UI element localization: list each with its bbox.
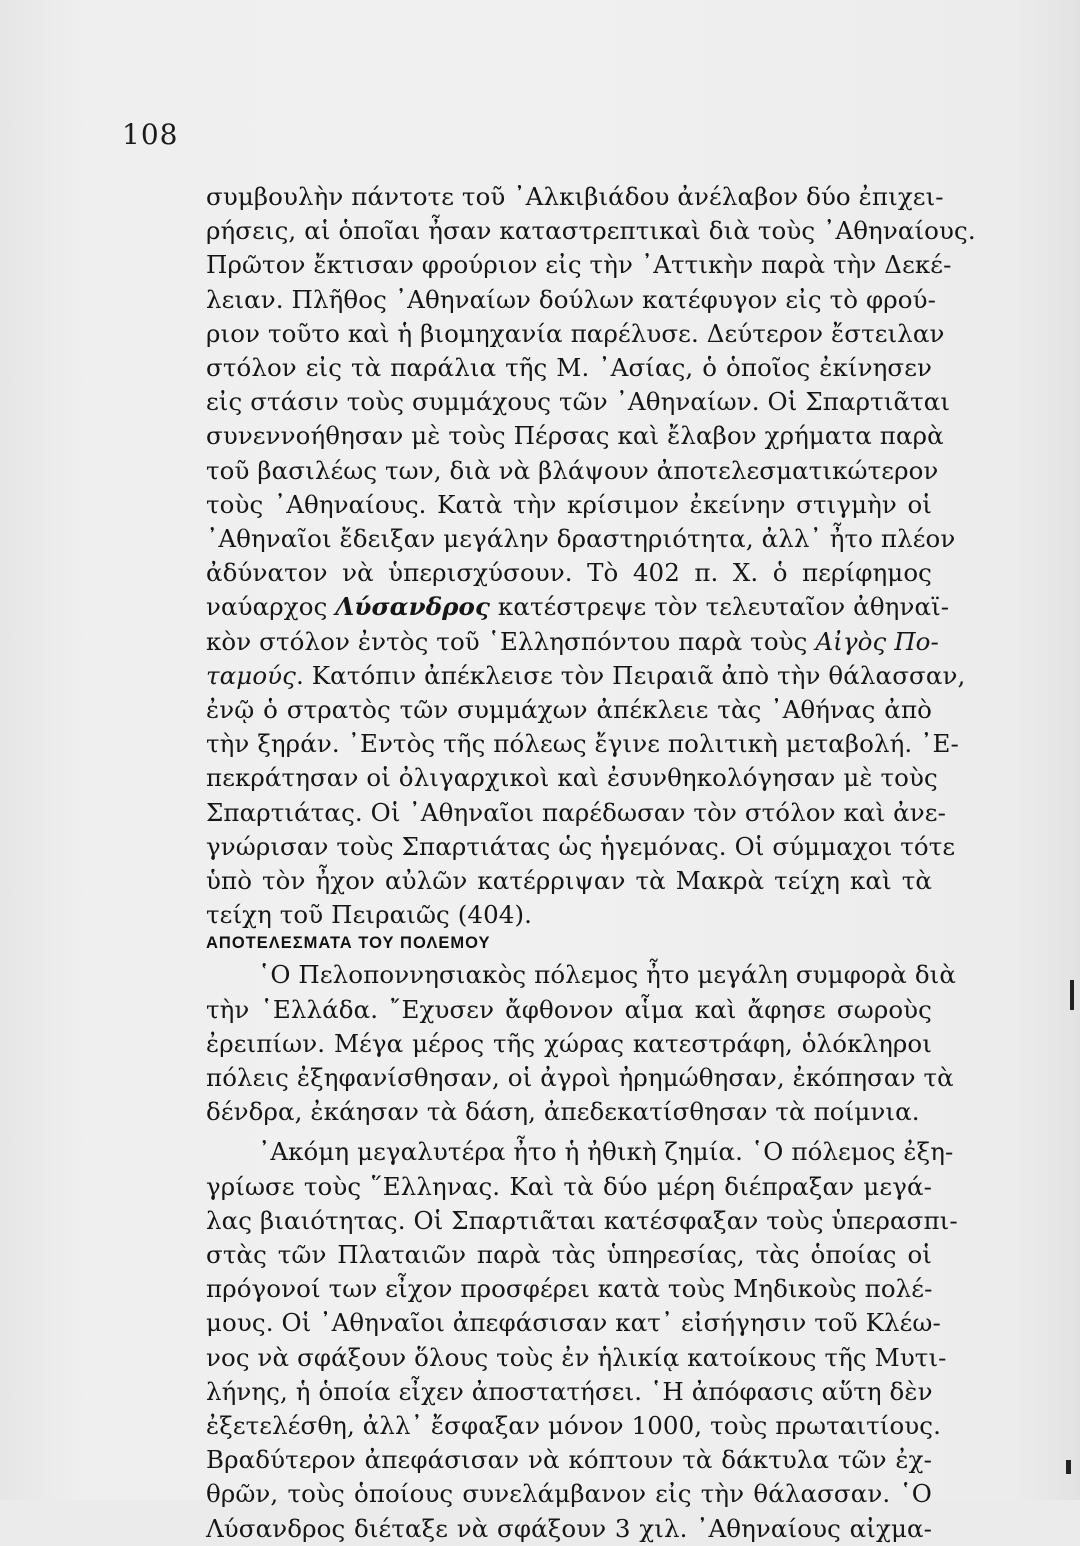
text-line: πρόγονοί των εἶχον προσφέρει κατὰ τοὺς Μηδικοὺς πολέ- [206,1274,933,1303]
text-line: δένδρα, ἐκάησαν τὰ δάση, ἀπεδεκατίσθησαν τὰ ποίμνια. [206,1097,920,1126]
text-line: γνώρισαν τοὺς Σπαρτιάτας ὡς ἡγεμόνας. Οἱ σύμμαχοι τότε [206,832,956,861]
text-line: τοὺς ᾿Αθηναίους. Κατὰ τὴν κρίσιμον ἐκείνην στιγμὴν οἱ [206,490,932,519]
text-line: ὑπὸ τὸν ἦχον αὐλῶν κατέρριψαν τὰ Μακρὰ τείχη καὶ τὰ [206,866,932,895]
highlighted-name: Λύσανδρος [335,592,491,621]
text-line: στὰς τῶν Πλαταιῶν παρὰ τὰς ὑπηρεσίας, τὰς ὁποίας οἱ [206,1240,932,1269]
text-fragment: ναύαρχος [206,592,328,621]
text-fragment: . Κατόπιν ἀπέκλεισε τὸν Πειραιᾶ ἀπὸ τὴν θάλασσαν, [296,661,966,690]
text-line: λειαν. Πλῆθος ᾿Αθηναίων δούλων κατέφυγον εἰς τὸ φρού- [206,285,936,314]
text-line: συμβουλὴν πάντοτε τοῦ ᾿Αλκιβιάδου ἀνέλαβον δύο ἐπιχει- [206,182,944,211]
text-line: Βραδύτερον ἀπεφάσισαν νὰ κόπτουν τὰ δάκτυλα τῶν ἐχ- [206,1445,932,1474]
text-line [206,625,939,659]
text-line: ᾿Ακόμη μεγαλυτέρα ἦτο ἡ ἠθικὴ ζημία. ῾Ο πόλεμος ἐξη- [258,1137,954,1166]
text-line: ἐξετελέσθη, ἀλλ᾿ ἔσφαξαν μόνον 1000, τοὺς πρωταιτίους. [206,1411,941,1440]
text-line: πόλεις ἐξηφανίσθησαν, οἱ ἀγροὶ ἠρημώθησαν, ἐκόπησαν τὰ [206,1063,954,1092]
text-line: μους. Οἱ ᾿Αθηναῖοι ἀπεφάσισαν κατ᾿ εἰσήγησιν τοῦ Κλέω- [206,1308,941,1337]
text-line: Πρῶτον ἔκτισαν φρούριον εἰς τὴν ᾿Αττικὴν παρὰ τὴν Δεκέ- [206,250,952,279]
text-line: Σπαρτιάτας. Οἱ ᾿Αθηναῖοι παρέδωσαν τὸν στόλον καὶ ἀνε- [206,798,946,827]
text-line: ᾿Αθηναῖοι ἔδειξαν μεγάλην δραστηριότητα, ἀλλ᾿ ἦτο πλέον [206,524,956,553]
text-line: πεκράτησαν οἱ ὀλιγαρχικοὶ καὶ ἐσυνθηκολόγησαν μὲ τοὺς [206,763,938,792]
text-line: ριον τοῦτο καὶ ἡ βιομηχανία παρέλυσε. Δεύτερον ἔστειλαν [206,319,945,348]
text-fragment: κατέστρεψε τὸν τελευταῖον ἀθηναϊ- [497,592,950,621]
text-line: ρήσεις, αἱ ὁποῖαι ἦσαν καταστρεπτικαὶ διὰ τοὺς ᾿Αθηναίους. [206,216,976,245]
text-fragment: κὸν στόλον ἐντὸς τοῦ ῾Ελλησπόντου παρὰ τοὺς [206,627,808,656]
text-line: τείχη τοῦ Πειραιῶς (404). [206,900,533,929]
scan-edge-mark [1070,980,1074,1010]
text-line: συνεννοήθησαν μὲ τοὺς Πέρσας καὶ ἔλαβον χρήματα παρὰ [206,421,944,450]
text-line [206,659,966,693]
text-line: ἐνῷ ὁ στρατὸς τῶν συμμάχων ἀπέκλειε τὰς ᾿Αθήνας ἀπὸ [206,695,932,724]
text-line: τοῦ βασιλέως των, διὰ νὰ βλάψουν ἀποτελεσματικώτερον [206,456,939,485]
page-number: 108 [122,118,179,151]
text-line: τὴν ξηράν. ᾿Εντὸς τῆς πόλεως ἔγινε πολιτικὴ μεταβολή. ᾿Ε- [206,729,959,758]
italic-place-name: Αἰγὸς Πο- [815,627,939,656]
text-line: θρῶν, τοὺς ὁποίους συνελάμβανον εἰς τὴν θάλασσαν. ῾Ο [206,1479,932,1508]
text-line: νος νὰ σφάξουν ὅλους τοὺς ἐν ἡλικίᾳ κατοίκους τῆς Μυτι- [206,1343,947,1372]
scan-edge-mark [1066,1460,1071,1474]
text-line: Λύσανδρος διέταξε νὰ σφάξουν 3 χιλ. ᾿Αθηναίους αἰχμα- [206,1514,932,1543]
text-line: τὴν ῾Ελλάδα. ῎Εχυσεν ἄφθονον αἷμα καὶ ἄφησε σωροὺς [206,995,932,1024]
text-line: γρίωσε τοὺς ῞Ελληνας. Καὶ τὰ δύο μέρη διέπραξαν μεγά- [206,1172,932,1201]
text-line: λήνης, ἡ ὁποία εἶχεν ἀποστατήσει. ῾Η ἀπόφασις αὕτη δὲν [206,1377,933,1406]
text-line: λας βιαιότητας. Οἱ Σπαρτιᾶται κατέσφαξαν τοὺς ὑπερασπι- [206,1206,958,1235]
text-line: ἐρειπίων. Μέγα μέρος τῆς χώρας κατεστράφη, ὁλόκληροι [206,1029,932,1058]
text-line: εἰς στάσιν τοὺς συμμάχους τῶν ᾿Αθηναίων. Οἱ Σπαρτιᾶται [206,387,951,416]
text-line [206,590,950,624]
section-heading: ΑΠΟΤΕΛΕΣΜΑΤΑ ΤΟΥ ΠΟΛΕΜΟΥ [206,934,491,953]
text-line: ἀδύνατον νὰ ὑπερισχύσουν. Τὸ 402 π. Χ. ὁ περίφημος [206,558,932,587]
text-line: ῾Ο Πελοποννησιακὸς πόλεμος ἦτο μεγάλη συμφορὰ διὰ [258,960,957,989]
text-line: στόλον εἰς τὰ παράλια τῆς Μ. ᾿Ασίας, ὁ ὁποῖος ἐκίνησεν [206,353,932,382]
italic-place-name: ταμούς [206,661,296,690]
